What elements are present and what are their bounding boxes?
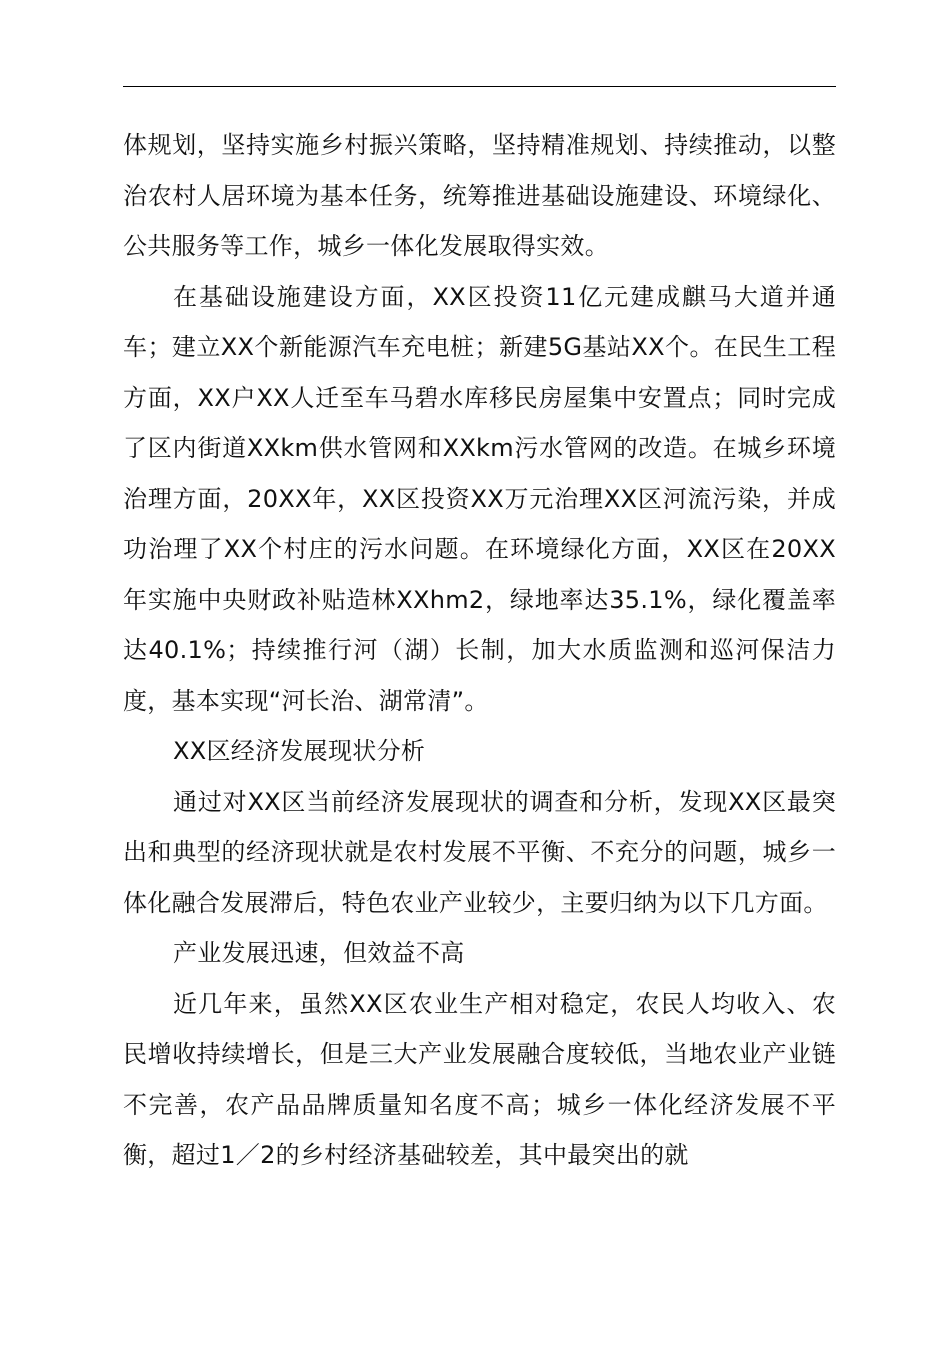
paragraph-2: 在基础设施建设方面，XX区投资11亿元建成麒马大道并通车；建立XX个新能源汽车充电桩；新建5G基站XX个。在民生工程方面，XX户XX人迁至车马碧水库移民房屋集中安置点；同时完成了区内街道XXkm供水管网和XXkm污水管网的改造。在城乡环境治理方面，20XX年，XX区投资XX万元治理XX区河流污染，并成功治理了XX个村庄的污水问题。在环境绿化方面，XX区在20XX年实施中央财政补贴造林XXhm2，绿地率达35.1%，绿化覆盖率达40.1%；持续推行河（湖）长制，加大水质监测和巡河保洁力度，基本实现“河长治、湖常清”。	[123, 282, 836, 715]
paragraph-1: 体规划，坚持实施乡村振兴策略，坚持精准规划、持续推动，以整治农村人居环境为基本任务，统筹推进基础设施建设、环境绿化、公共服务等工作，城乡一体化发展取得实效。	[123, 131, 836, 260]
header-rule	[123, 86, 836, 87]
body-text	[123, 120, 836, 1181]
section-heading-economy: XX区经济发展现状分析	[173, 737, 426, 765]
paragraph-3: 通过对XX区当前经济发展现状的调查和分析，发现XX区最突出和典型的经济现状就是农村发展不平衡、不充分的问题，城乡一体化融合发展滞后，特色农业产业较少，主要归纳为以下几方面。	[123, 787, 836, 917]
paragraph-4: 近几年来，虽然XX区农业生产相对稳定，农民人均收入、农民增收持续增长，但是三大产业发展融合度较低，当地农业产业链不完善，农产品品牌质量知名度不高；城乡一体化经济发展不平衡，超过1／2的乡村经济基础较差，其中最突出的就	[123, 989, 836, 1169]
section-heading-industry: 产业发展迅速，但效益不高	[173, 939, 465, 967]
